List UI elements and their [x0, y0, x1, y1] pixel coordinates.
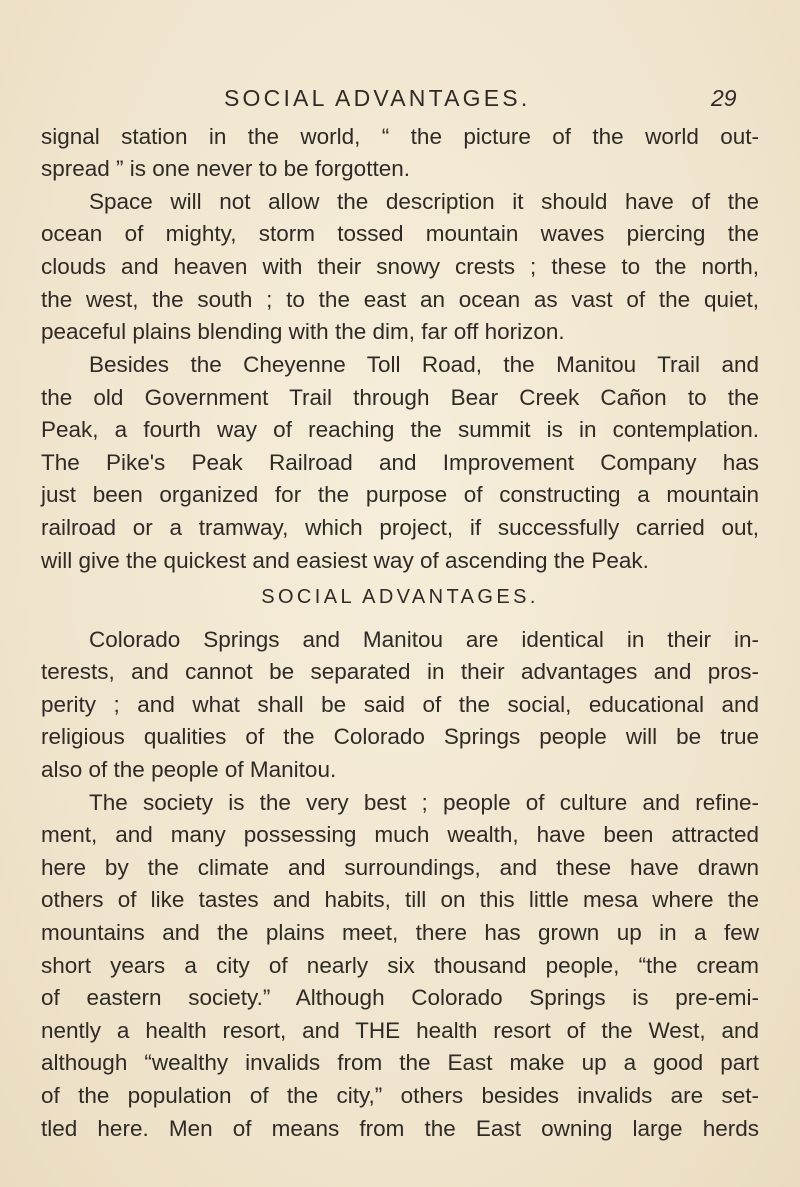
running-head	[0, 84, 800, 114]
text-line: Space will not allow the description it should have of the	[89, 189, 759, 214]
text-line: The society is the very best ; people of culture and refine-	[89, 790, 759, 815]
text-line: Peak, a fourth way of reaching the summit is in contemplation.	[41, 417, 759, 442]
running-title: SOCIAL ADVANTAGES.	[224, 85, 531, 111]
page-number: 29	[711, 85, 737, 111]
text-line: clouds and heaven with their snowy crests ; these to the north,	[41, 254, 759, 279]
text-line: Colorado Springs and Manitou are identical in their in-	[89, 627, 759, 652]
text-line: of the population of the city,” others besides invalids are set-	[41, 1083, 759, 1108]
text-line: of eastern society.” Although Colorado Springs is pre-emi-	[41, 985, 759, 1010]
text-line: Besides the Cheyenne Toll Road, the Manitou Trail and	[89, 352, 759, 377]
text-line: religious qualities of the Colorado Springs people will be true	[41, 724, 759, 749]
text-line: railroad or a tramway, which project, if successfully carried out,	[41, 515, 759, 540]
text-line: short years a city of nearly six thousand people, “the cream	[41, 953, 759, 978]
text-line: ocean of mighty, storm tossed mountain waves piercing the	[41, 221, 759, 246]
text-line: perity ; and what shall be said of the social, educational and	[41, 692, 759, 717]
text-line: spread ” is one never to be forgotten.	[41, 156, 410, 181]
text-line: peaceful plains blending with the dim, far off horizon.	[41, 319, 565, 344]
text-line: the old Government Trail through Bear Creek Cañon to the	[41, 385, 759, 410]
text-line: although “wealthy invalids from the East make up a good part	[41, 1050, 759, 1075]
text-line: others of like tastes and habits, till on this little mesa where the	[41, 887, 759, 912]
section-heading: SOCIAL ADVANTAGES.	[261, 586, 539, 608]
text-line: nently a health resort, and THE health resort of the West, and	[41, 1018, 759, 1043]
text-line: also of the people of Manitou.	[41, 757, 337, 782]
text-line: mountains and the plains meet, there has grown up in a few	[41, 920, 759, 945]
text-line: tled here. Men of means from the East owning large herds	[41, 1116, 759, 1141]
text-line: signal station in the world, “ the picture of the world out-	[41, 124, 759, 149]
text-line: terests, and cannot be separated in their advantages and pros-	[41, 659, 759, 684]
text-line: will give the quickest and easiest way of ascending the Peak.	[41, 548, 649, 573]
text-line: the west, the south ; to the east an ocean as vast of the quiet,	[41, 287, 759, 312]
text-line: here by the climate and surroundings, and these have drawn	[41, 855, 759, 880]
text-line: just been organized for the purpose of constructing a mountain	[41, 482, 759, 507]
text-line: ment, and many possessing much wealth, have been attracted	[41, 822, 759, 847]
text-line: The Pike's Peak Railroad and Improvement Company has	[41, 450, 759, 475]
